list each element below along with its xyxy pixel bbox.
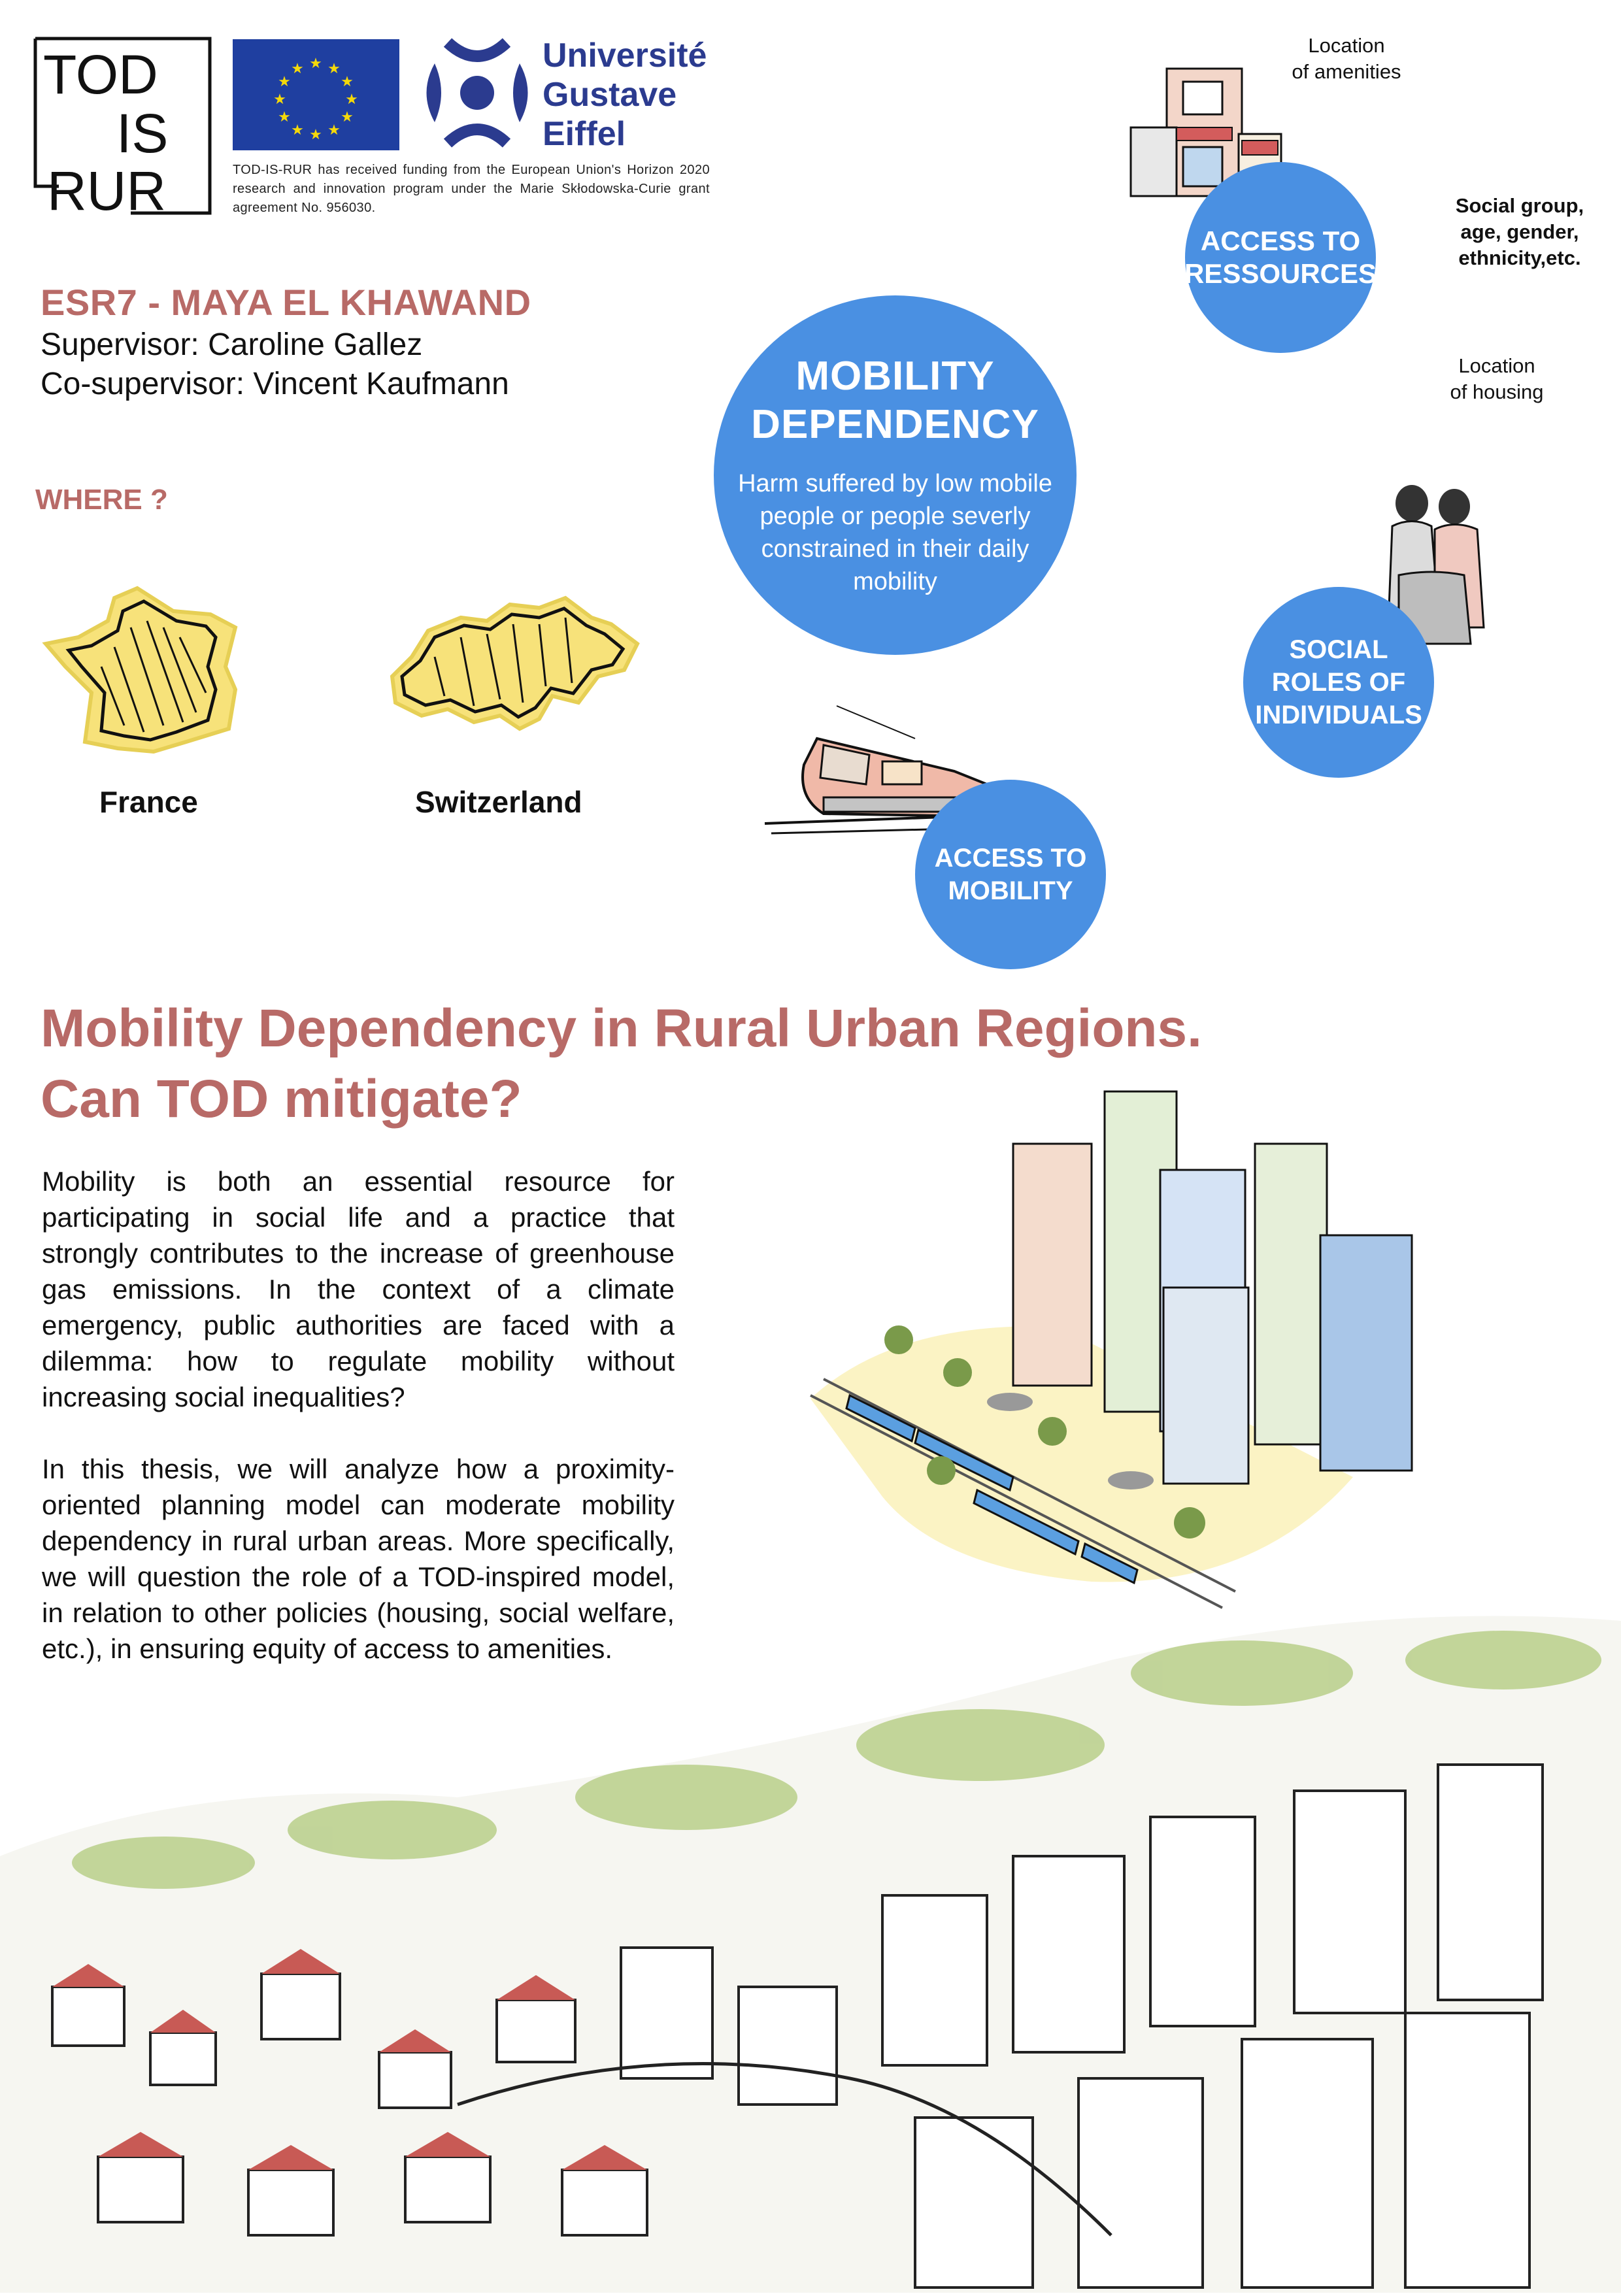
access-to-resources-circle — [1185, 162, 1376, 353]
social-roles-circle — [1243, 587, 1434, 778]
headline-line-1: Mobility Dependency in Rural Urban Regions. — [41, 999, 1202, 1058]
uge-name-line-1: Université — [543, 37, 707, 75]
body-paragraph-1: Mobility is both an essential resource for participating in social life and a practice that strongly contributes to the increase of greenhouse gas emissions. In the context of a climate emergency, public authorities are faced with a dilemma: how to regulate mobility without increasing social inequalities? — [42, 1166, 675, 1412]
uge-name-line-2: Gustave — [543, 76, 677, 114]
headline-line-2: Can TOD mitigate? — [41, 1069, 522, 1129]
svg-text:★: ★ — [309, 56, 322, 72]
tod-logo-line-1: TOD — [43, 44, 158, 105]
mobility-dependency-title-line-2: DEPENDENCY — [751, 402, 1039, 447]
funding-acknowledgement: TOD-IS-RUR has received funding from the European Union's Horizon 2020 research and innovation program under the Marie Skłodowska-Curie grant agreement No. 956030. — [233, 163, 710, 215]
svg-text:★: ★ — [273, 92, 286, 108]
tod-logo-line-3: RUR — [47, 160, 166, 216]
social-roles-line-1: SOCIAL — [1289, 635, 1388, 664]
note-amenities-line-1: Location — [1308, 34, 1385, 57]
access-to-mobility-circle — [915, 780, 1106, 969]
tod-city-illustration — [797, 1072, 1484, 1621]
note-housing-line-2: of housing — [1450, 380, 1544, 403]
uge-emblem-icon — [422, 37, 533, 148]
svg-text:★: ★ — [327, 61, 341, 77]
mobility-dependency-description: Harm suffered by low mobile people or people severly constrained in their daily mobility — [738, 470, 1052, 595]
tod-logo-line-2: IS — [116, 103, 169, 164]
social-roles-line-3: INDIVIDUALS — [1255, 701, 1422, 729]
note-amenities-line-2: of amenities — [1292, 60, 1401, 83]
tod-is-rur-logo — [33, 36, 212, 216]
mobility-dependency-circle — [714, 295, 1077, 655]
rural-urban-landscape-illustration — [0, 1582, 1621, 2293]
france-map-illustration — [39, 575, 248, 771]
access-resources-line-2: RESSOURCES — [1184, 258, 1377, 289]
note-social-line-2: age, gender, — [1460, 220, 1579, 243]
svg-text:★: ★ — [278, 74, 291, 90]
svg-text:★: ★ — [291, 61, 304, 77]
svg-text:★: ★ — [327, 122, 341, 139]
svg-text:★: ★ — [341, 109, 354, 125]
switzerland-map-illustration — [382, 578, 644, 748]
note-social-group — [1445, 193, 1595, 271]
svg-text:★: ★ — [341, 74, 354, 90]
note-location-of-amenities — [1281, 33, 1412, 85]
svg-text:★: ★ — [345, 92, 358, 108]
eu-flag-icon — [233, 39, 399, 150]
svg-text:★: ★ — [291, 122, 304, 139]
note-location-of-housing — [1431, 353, 1562, 405]
note-social-line-1: Social group, — [1455, 194, 1584, 217]
note-housing-line-1: Location — [1458, 354, 1535, 377]
country-label-switzerland: Switzerland — [415, 785, 582, 819]
mobility-dependency-title-line-1: MOBILITY — [795, 354, 995, 399]
co-supervisor-line: Co-supervisor: Vincent Kaufmann — [41, 367, 509, 401]
country-label-france: France — [99, 785, 198, 819]
access-resources-line-1: ACCESS TO — [1200, 225, 1361, 256]
supervisor-line: Supervisor: Caroline Gallez — [41, 327, 423, 362]
svg-text:★: ★ — [278, 109, 291, 125]
note-social-line-3: ethnicity,etc. — [1458, 246, 1581, 269]
body-paragraph-2: In this thesis, we will analyze how a proximity-oriented planning model can moderate mobility dependency in rural urban areas. More specifically, we will question the role of a TOD-inspired model, in relation to other policies (housing, social welfare, etc.), in ensuring equity of access to amenities. — [42, 1454, 675, 1664]
svg-text:★: ★ — [309, 127, 322, 143]
access-mobility-line-1: ACCESS TO — [934, 844, 1087, 873]
universite-gustave-eiffel-logo — [422, 36, 722, 154]
uge-name-line-3: Eiffel — [543, 115, 626, 153]
where-heading: WHERE ? — [35, 484, 168, 516]
social-roles-line-2: ROLES OF — [1271, 668, 1406, 697]
esr-author-name: ESR7 - MAYA EL KHAWAND — [41, 282, 531, 323]
access-mobility-line-2: MOBILITY — [948, 876, 1073, 905]
